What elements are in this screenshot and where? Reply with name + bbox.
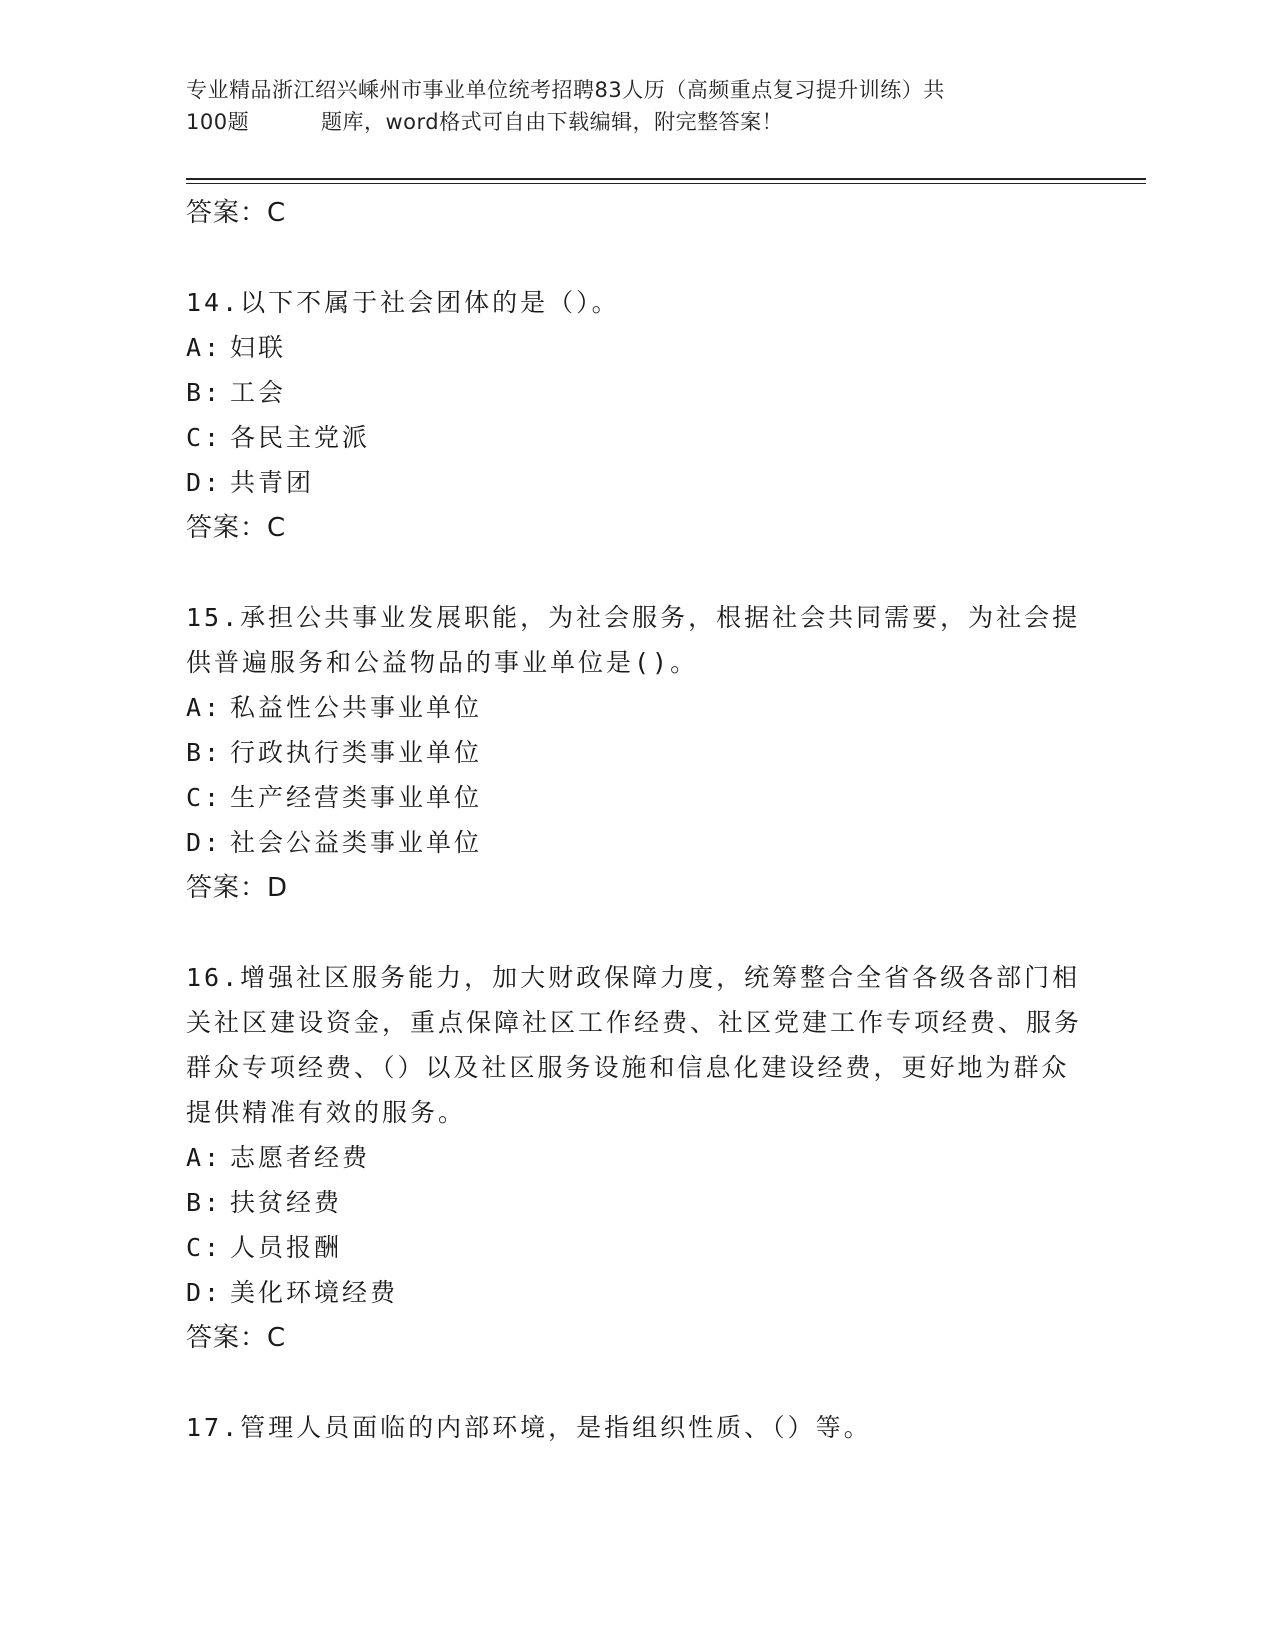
- question-stem: 16.增强社区服务能力，加大财政保障力度，统筹整合全省各级各部门相关社区建设资金，重点保障社区工作经费、社区党建工作专项经费、服务群众专项经费、（）以及社区服务设施和信息化建设经费，更好地为群众提供精准有效的服务。: [186, 963, 1083, 1127]
- question-stem: 17.管理人员面临的内部环境，是指组织性质、（）等。: [186, 1413, 872, 1442]
- option-label: B:: [186, 378, 223, 407]
- option-text: 扶贫经费: [230, 1188, 343, 1217]
- option-text: 志愿者经费: [230, 1143, 371, 1172]
- header-title-line2: [186, 106, 1086, 138]
- question-block: [186, 280, 1086, 551]
- option-label: B:: [186, 738, 223, 767]
- option-label: C:: [186, 783, 223, 812]
- option-b: [186, 730, 1086, 775]
- option-b: [186, 370, 1086, 415]
- option-c: [186, 775, 1086, 820]
- question-stem: 15.承担公共事业发展职能，为社会服务，根据社会共同需要，为社会提供普遍服务和公益物品的事业单位是()。: [186, 603, 1081, 677]
- option-label: B:: [186, 1188, 223, 1217]
- question-block: [186, 1405, 1086, 1450]
- header-question-count: 100题: [186, 110, 250, 134]
- option-label: A:: [186, 333, 223, 362]
- option-text: 人员报酬: [230, 1233, 343, 1262]
- option-text: 共青团: [230, 468, 315, 497]
- option-label: A:: [186, 693, 223, 722]
- option-d: [186, 820, 1086, 865]
- option-text: 妇联: [230, 333, 287, 362]
- option-text: 生产经营类事业单位: [230, 783, 483, 812]
- option-a: [186, 1135, 1086, 1180]
- option-label: D:: [186, 828, 223, 857]
- option-text: 工会: [230, 378, 287, 407]
- header-title-line1: 专业精品浙江绍兴嵊州市事业单位统考招聘83人历（高频重点复习提升训练）共: [186, 78, 945, 102]
- answer-line: 答案：C: [186, 1323, 287, 1353]
- option-label: C:: [186, 423, 223, 452]
- option-label: C:: [186, 1233, 223, 1262]
- question-stem: 14.以下不属于社会团体的是（）。: [186, 288, 620, 317]
- page-header: [186, 74, 1086, 138]
- option-a: [186, 685, 1086, 730]
- option-d: [186, 1270, 1086, 1315]
- option-label: A:: [186, 1143, 223, 1172]
- question-block: [186, 595, 1086, 911]
- header-divider-thick: [186, 178, 1146, 180]
- answer-line: 答案：D: [186, 873, 289, 903]
- header-description: 题库，word格式可自由下载编辑，附完整答案！: [321, 110, 784, 134]
- option-c: [186, 415, 1086, 460]
- option-text: 各民主党派: [230, 423, 371, 452]
- option-b: [186, 1180, 1086, 1225]
- option-text: 美化环境经费: [230, 1278, 399, 1307]
- option-label: D:: [186, 468, 223, 497]
- option-label: D:: [186, 1278, 223, 1307]
- answer-line: 答案：C: [186, 513, 287, 543]
- option-text: 行政执行类事业单位: [230, 738, 483, 767]
- option-text: 社会公益类事业单位: [230, 828, 483, 857]
- question-block: [186, 955, 1086, 1361]
- option-c: [186, 1225, 1086, 1270]
- answer-line: 答案：C: [186, 198, 287, 228]
- header-divider-thin: [186, 183, 1146, 184]
- document-body: [186, 190, 1086, 1450]
- option-a: [186, 325, 1086, 370]
- option-text: 私益性公共事业单位: [230, 693, 483, 722]
- option-d: [186, 460, 1086, 505]
